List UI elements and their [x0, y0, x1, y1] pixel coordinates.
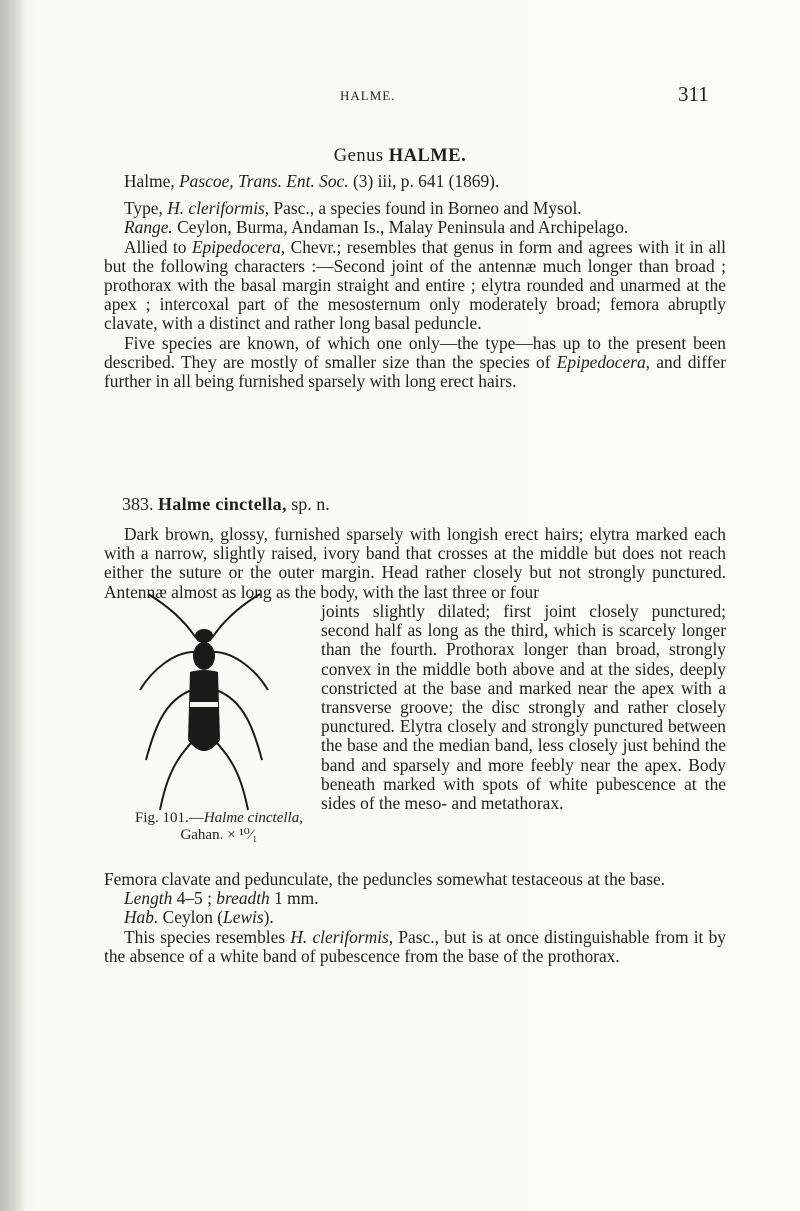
- antenna-left: [148, 594, 196, 638]
- type-paragraph: [104, 199, 726, 218]
- caption-fig-number: Fig. 101.—: [135, 810, 204, 826]
- caption-species: Halme cinctella,: [203, 810, 303, 826]
- type-label: Type,: [124, 198, 168, 219]
- beetle-prothorax: [193, 642, 215, 670]
- citation-paragraph: [104, 172, 726, 191]
- length-label: Length: [124, 888, 173, 909]
- figure-caption: [104, 810, 334, 844]
- five-species-text-c: and differ further in all being furnished sparsely with long erect hairs.: [104, 351, 726, 392]
- femora-paragraph: Femora clavate and pedunculate, the peduncles somewhat testaceous at the base.: [104, 869, 666, 889]
- habitat-close: ).: [263, 907, 274, 928]
- species-name: Halme cinctella,: [158, 494, 287, 514]
- type-text: Pasc., a species found in Borneo and Mysol.: [269, 198, 582, 219]
- habitat-label: Hab.: [124, 907, 159, 928]
- range-paragraph: [104, 218, 726, 237]
- five-species-genus: Epipedocera,: [556, 351, 650, 372]
- page-number: 311: [678, 82, 709, 106]
- allied-genus: Epipedocera,: [191, 236, 286, 257]
- beetle-illustration: [104, 590, 314, 820]
- range-label: Range.: [124, 217, 173, 238]
- five-species-paragraph: [104, 334, 726, 392]
- description-tail: [104, 870, 726, 966]
- genus-title: [0, 146, 800, 167]
- running-head: HALME.: [340, 88, 396, 103]
- allied-paragraph: [104, 238, 726, 334]
- hindleg-left: [160, 740, 194, 810]
- description-full-width: Dark brown, glossy, furnished sparsely with longish erect hairs; elytra marked each with a narrow, slightly raised, ivory band that crosses at the middle but does not reach either the suture or the outer margin. Head rather closely but not strongly punctured. Antennæ almost as long as the body, with the last three or four: [104, 524, 726, 602]
- habitat-locality: Ceylon (: [158, 907, 224, 928]
- caption-author: Gahan. ×: [180, 827, 240, 843]
- beetle-figure: [104, 590, 314, 820]
- closing-text-a: This species resembles: [124, 926, 291, 947]
- genus-section: [104, 172, 726, 391]
- five-species-text-a: Five species are known, of which one only—the type—has up to the present been described. They are mostly of smaller size than the species of: [104, 332, 726, 372]
- type-species: H. cleriformis,: [167, 198, 270, 219]
- caption-magnification: ¹⁰⁄₁: [239, 827, 258, 843]
- hindleg-right: [214, 740, 248, 810]
- species-status: sp. n.: [286, 494, 330, 514]
- allied-text-c: Chevr.; resembles that genus in form and agrees with it in all but the following characters :—Second joint of the antennæ much longer than broad ; prothorax with the basal margin straight and entire ; elytra rounded and unarmed at the apex ; intercoxal part of the mesosternum only moderately broad; femora abruptly clavate, with a distinct and rather long basal peduncle.: [104, 236, 726, 334]
- citation-journal: Pascoe, Trans. Ent. Soc.: [179, 171, 349, 191]
- genus-name: HALME.: [388, 146, 467, 166]
- breadth-label: breadth: [216, 888, 270, 909]
- species-number: 383.: [122, 494, 154, 514]
- foreleg-left: [140, 652, 194, 690]
- elytra-ivory-band: [190, 702, 218, 707]
- measurements-line: [104, 889, 726, 908]
- habitat-line: [104, 908, 726, 927]
- description-wrapped: joints slightly dilated; first joint closely punctured; second half as long as the third, which is scarcely longer than the fourth. Prothorax longer than broad, strongly convex in the middle both above and at the sides, deeply constricted at the base and marked near the apex with a transverse groove; the disc strongly and rather closely punctured. Elytra closely and strongly punctured between the base and the median band, less closely just behind the band and sparsely and more feebly near the apex. Body beneath marked with spots of white pubescence at the sides of the meso- and metathorax.: [321, 601, 726, 814]
- breadth-value: 1 mm.: [269, 888, 319, 909]
- allied-text-a: Allied to: [124, 236, 192, 257]
- antenna-right: [212, 594, 260, 638]
- citation-author: Halme,: [124, 171, 180, 191]
- beetle-head: [195, 629, 213, 643]
- closing-paragraph: [104, 928, 726, 966]
- citation-volume: (3) iii, p. 641 (1869).: [348, 171, 500, 191]
- species-heading: [122, 494, 330, 515]
- closing-text-c: Pasc., but is at once distinguishable from it by the absence of a white band of pubescence from the base of the prothorax.: [104, 926, 726, 966]
- binding-shadow: [0, 0, 26, 1211]
- range-text: Ceylon, Burma, Andaman Is., Malay Peninsula and Archipelago.: [172, 217, 629, 238]
- closing-species: H. cleriformis,: [290, 926, 394, 947]
- beetle-elytra: [188, 670, 220, 751]
- foreleg-right: [214, 652, 268, 690]
- length-value: 4–5 ;: [172, 888, 217, 909]
- genus-prefix: Genus: [333, 146, 389, 166]
- habitat-collector: Lewis: [223, 907, 264, 928]
